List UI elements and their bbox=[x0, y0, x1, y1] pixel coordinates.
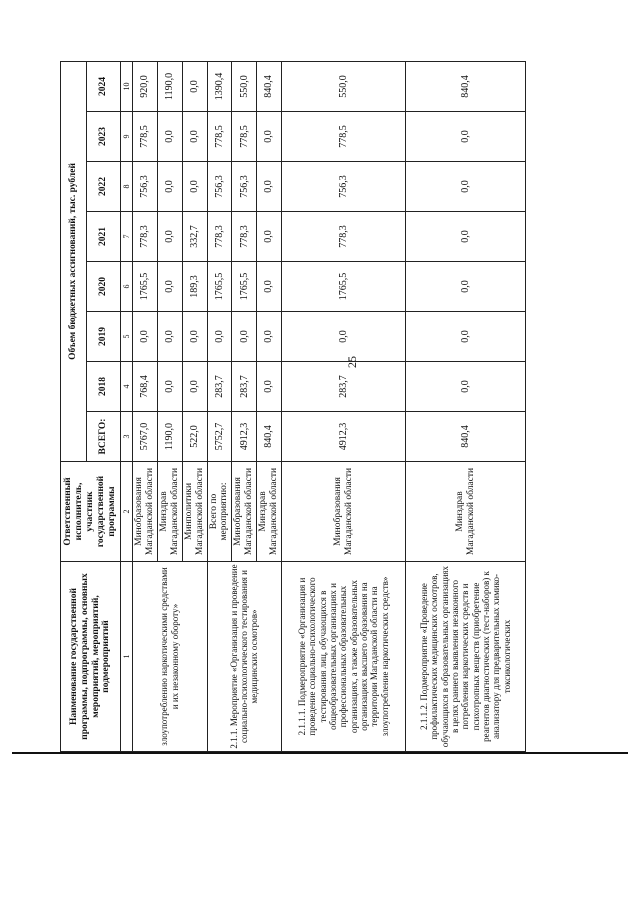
column-index: 6 bbox=[121, 262, 133, 312]
table-row bbox=[406, 61, 526, 751]
value-cell: 189,3 bbox=[182, 262, 207, 312]
value-cell: 0,0 bbox=[406, 112, 526, 162]
value-cell: 778,5 bbox=[282, 112, 406, 162]
value-cell: 550,0 bbox=[282, 61, 406, 111]
table-row bbox=[133, 61, 158, 751]
row-executor: Минобразования Магаданской области bbox=[282, 462, 406, 562]
value-cell: 0,0 bbox=[157, 362, 182, 412]
value-cell: 756,3 bbox=[207, 162, 232, 212]
value-cell: 0,0 bbox=[133, 312, 158, 362]
value-cell: 0,0 bbox=[182, 162, 207, 212]
header-year: 2022 bbox=[87, 162, 121, 212]
value-cell: 1190,0 bbox=[157, 61, 182, 111]
value-cell: 0,0 bbox=[282, 312, 406, 362]
value-cell: 840,4 bbox=[257, 412, 282, 462]
value-cell: 1190,0 bbox=[157, 412, 182, 462]
value-cell: 0,0 bbox=[257, 362, 282, 412]
value-cell: 0,0 bbox=[406, 362, 526, 412]
row-executor: Минобразования Магаданской области bbox=[133, 462, 158, 562]
value-cell: 1390,4 bbox=[207, 61, 232, 111]
value-cell: 5752,7 bbox=[207, 412, 232, 462]
value-cell: 522,0 bbox=[182, 412, 207, 462]
page-number: 25 bbox=[345, 356, 359, 368]
value-cell: 0,0 bbox=[257, 312, 282, 362]
column-index: 5 bbox=[121, 312, 133, 362]
column-index: 3 bbox=[121, 412, 133, 462]
value-cell: 0,0 bbox=[232, 312, 257, 362]
row-executor: Всего по мероприятию: bbox=[207, 462, 232, 562]
value-cell: 0,0 bbox=[257, 112, 282, 162]
value-cell: 1765,5 bbox=[207, 262, 232, 312]
column-index: 1 bbox=[121, 562, 133, 752]
value-cell: 283,7 bbox=[207, 362, 232, 412]
value-cell: 550,0 bbox=[232, 61, 257, 111]
column-index: 4 bbox=[121, 362, 133, 412]
value-cell: 0,0 bbox=[182, 362, 207, 412]
value-cell: 778,3 bbox=[282, 212, 406, 262]
column-index: 7 bbox=[121, 212, 133, 262]
value-cell: 778,5 bbox=[133, 112, 158, 162]
value-cell: 756,3 bbox=[282, 162, 406, 212]
header-year: 2024 bbox=[87, 61, 121, 111]
row-executor: Минполитики Магаданской области bbox=[182, 462, 207, 562]
value-cell: 840,4 bbox=[257, 61, 282, 111]
column-index: 8 bbox=[121, 162, 133, 212]
column-index: 10 bbox=[121, 61, 133, 111]
rotated-table-container bbox=[60, 62, 538, 752]
column-index: 9 bbox=[121, 112, 133, 162]
table-row bbox=[282, 61, 406, 751]
value-cell: 778,5 bbox=[207, 112, 232, 162]
value-cell: 756,3 bbox=[133, 162, 158, 212]
value-cell: 778,5 bbox=[232, 112, 257, 162]
value-cell: 778,3 bbox=[133, 212, 158, 262]
value-cell: 778,3 bbox=[232, 212, 257, 262]
value-cell: 5767,0 bbox=[133, 412, 158, 462]
column-index: 2 bbox=[121, 462, 133, 562]
value-cell: 283,7 bbox=[282, 362, 406, 412]
header-year: 2023 bbox=[87, 112, 121, 162]
value-cell: 0,0 bbox=[406, 312, 526, 362]
header-year: 2020 bbox=[87, 262, 121, 312]
value-cell: 778,3 bbox=[207, 212, 232, 262]
table-row bbox=[207, 61, 232, 751]
header-year: 2021 bbox=[87, 212, 121, 262]
row-name: 2.1.1. Мероприятие «Организация и проведение социально-психологического тестирования и медицинских осмотров» bbox=[207, 562, 282, 752]
value-cell: 0,0 bbox=[257, 162, 282, 212]
value-cell: 1765,5 bbox=[133, 262, 158, 312]
value-cell: 920,0 bbox=[133, 61, 158, 111]
value-cell: 0,0 bbox=[157, 312, 182, 362]
value-cell: 1765,5 bbox=[232, 262, 257, 312]
header-total: ВСЕГО: bbox=[87, 412, 121, 462]
value-cell: 0,0 bbox=[257, 212, 282, 262]
value-cell: 283,7 bbox=[232, 362, 257, 412]
header-year: 2019 bbox=[87, 312, 121, 362]
row-name: 2.1.1.2. Подмероприятие «Проведение профилактических медицинских осмотров, обучающихся в образовательных организациях в целях раннего выявления незаконного потребления наркотических средств и психотропных веществ (приобретение реагентов диагностических (тест-наборов) к анализатору для предварительных химико-токсикологических bbox=[406, 562, 526, 752]
value-cell: 840,4 bbox=[406, 412, 526, 462]
value-cell: 0,0 bbox=[257, 262, 282, 312]
header-executor: Ответственный исполнитель, участник государственной программы bbox=[61, 462, 121, 562]
value-cell: 0,0 bbox=[406, 262, 526, 312]
value-cell: 0,0 bbox=[182, 312, 207, 362]
value-cell: 0,0 bbox=[406, 162, 526, 212]
value-cell: 0,0 bbox=[157, 112, 182, 162]
page-divider bbox=[12, 752, 628, 754]
value-cell: 0,0 bbox=[406, 212, 526, 262]
value-cell: 840,4 bbox=[406, 61, 526, 111]
value-cell: 1765,5 bbox=[282, 262, 406, 312]
budget-table bbox=[60, 61, 526, 752]
row-executor: Минздрав Магаданской области bbox=[406, 462, 526, 562]
value-cell: 0,0 bbox=[182, 112, 207, 162]
value-cell: 4912,3 bbox=[282, 412, 406, 462]
header-name: Наименование государственной программы, подпрограммы, основных мероприятий, мероприятий, подмероприятий bbox=[61, 562, 121, 752]
row-executor: Минобразования Магаданской области bbox=[232, 462, 257, 562]
value-cell: 768,4 bbox=[133, 362, 158, 412]
header-volume: Объем бюджетных ассигнований, тыс. рублей bbox=[61, 61, 87, 461]
header-year: 2018 bbox=[87, 362, 121, 412]
row-executor: Минздрав Магаданской области bbox=[257, 462, 282, 562]
row-name: злоупотреблению наркотическими средствами и их незаконному обороту» bbox=[133, 562, 208, 752]
row-executor: Минздрав Магаданской области bbox=[157, 462, 182, 562]
value-cell: 756,3 bbox=[232, 162, 257, 212]
value-cell: 4912,3 bbox=[232, 412, 257, 462]
value-cell: 0,0 bbox=[157, 212, 182, 262]
value-cell: 0,0 bbox=[182, 61, 207, 111]
value-cell: 0,0 bbox=[207, 312, 232, 362]
value-cell: 0,0 bbox=[157, 162, 182, 212]
value-cell: 332,7 bbox=[182, 212, 207, 262]
value-cell: 0,0 bbox=[157, 262, 182, 312]
row-name: 2.1.1.1. Подмероприятие «Организация и проведение социально-психологического тестирования лиц, обучающихся в общеобразовательных организациях и профессиональных образовательных организациях, а также образовательных организациях высшего образования на территории Магаданской области на злоупотребление наркотических средств» bbox=[282, 562, 406, 752]
column-index-row bbox=[121, 61, 133, 751]
